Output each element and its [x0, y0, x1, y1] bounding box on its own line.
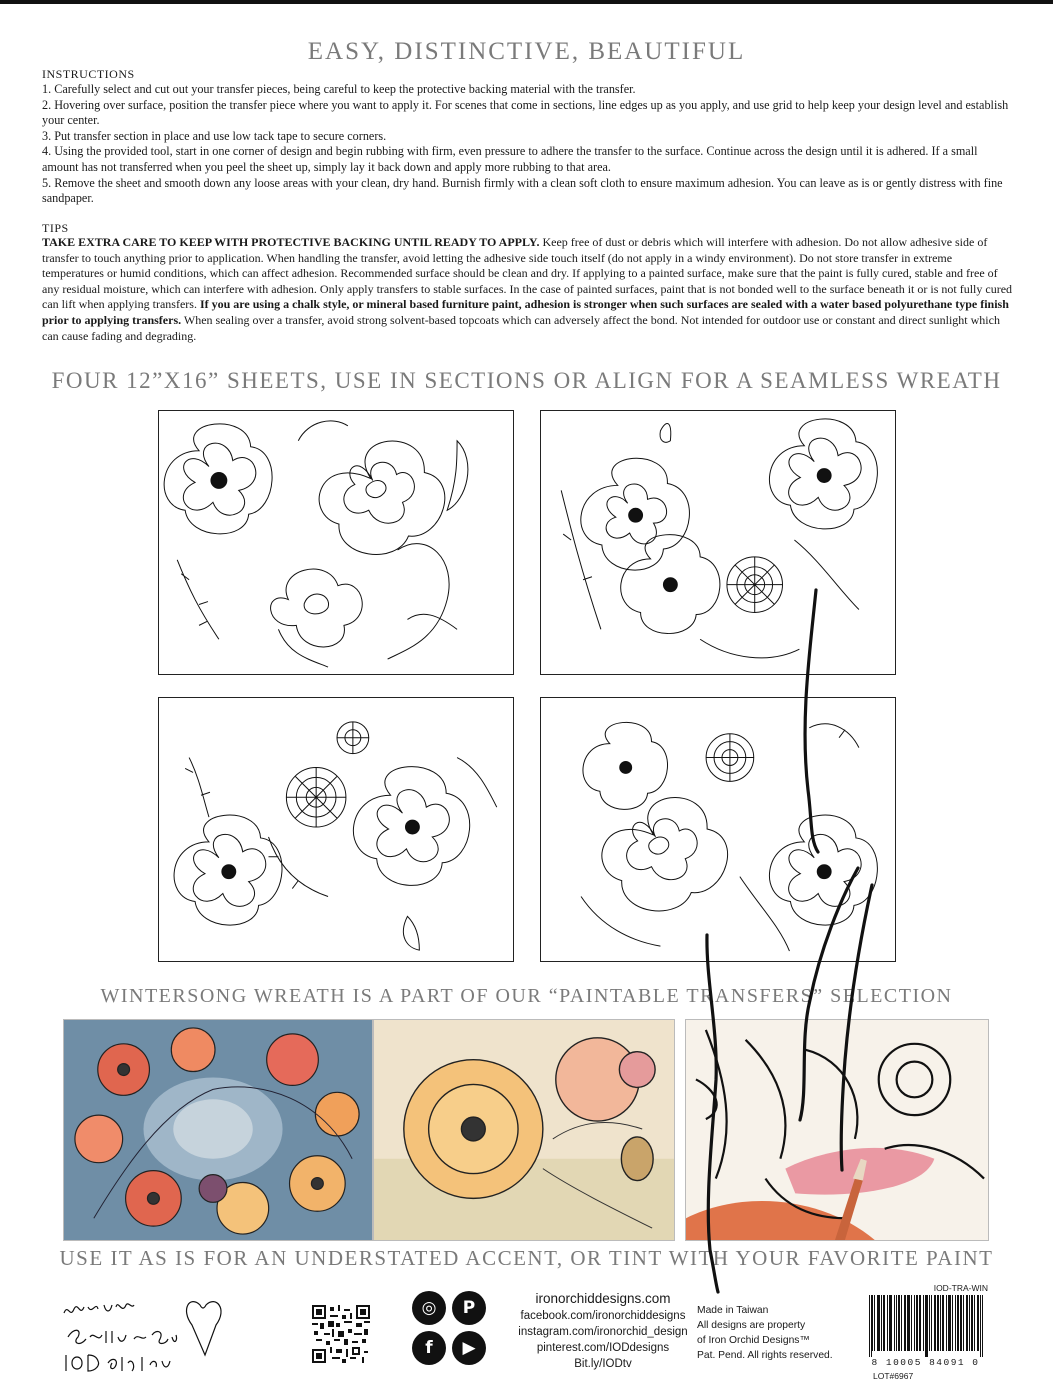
barcode-bar: [889, 1295, 890, 1351]
barcode-bar: [894, 1295, 895, 1351]
instruction-step: 5. Remove the sheet and smooth down any loose areas with your clean, dry hand. Burnish firmly with a clean soft cloth to ensure maximum adhesion. You can leave as is or gently distress with fine sandpaper.: [42, 175, 1003, 206]
barcode-bar: [948, 1295, 949, 1351]
barcode-bar: [946, 1295, 947, 1351]
tips-bold-lead: TAKE EXTRA CARE TO KEEP WITH PROTECTIVE BACKING UNTIL READY TO APPLY.: [42, 235, 540, 249]
transfer-sheet-preview-1: [158, 410, 514, 675]
barcode-bar: [909, 1295, 910, 1351]
painting-with-brush-photo: [685, 1019, 989, 1241]
barcode-bar: [901, 1295, 902, 1351]
barcode-bar: [898, 1295, 899, 1351]
facebook-link[interactable]: facebook.com/ironorchiddesigns: [520, 1310, 686, 1322]
barcode-bar: [890, 1295, 891, 1351]
property-text: All designs are property: [697, 1320, 806, 1331]
instruction-step: 3. Put transfer section in place and use low tack tape to secure corners.: [42, 128, 387, 143]
barcode-bar: [919, 1295, 920, 1351]
barcode-bar: [938, 1295, 939, 1351]
barcode-bar: [958, 1295, 959, 1351]
barcode-bar: [960, 1295, 961, 1351]
barcode-bar: [908, 1295, 909, 1351]
barcode-block: [863, 1283, 988, 1383]
barcode: [869, 1295, 984, 1357]
social-icons: [412, 1291, 492, 1371]
pinterest-icon[interactable]: P: [452, 1291, 486, 1325]
painted-peony-closeup-photo: [373, 1019, 675, 1241]
instructions-list: [42, 82, 1017, 207]
barcode-bar: [878, 1295, 879, 1351]
barcode-bar: [925, 1295, 926, 1357]
barcode-bar: [940, 1295, 941, 1351]
qr-code[interactable]: [312, 1305, 370, 1363]
barcode-bar: [982, 1295, 983, 1357]
barcode-bar: [935, 1295, 936, 1351]
barcode-bar: [905, 1295, 906, 1351]
website-link[interactable]: ironorchiddesigns.com: [535, 1291, 671, 1306]
instructions-label: INSTRUCTIONS: [42, 67, 135, 81]
legal-notice: [697, 1303, 867, 1363]
handwritten-signature: [60, 1295, 230, 1375]
barcode-bar: [917, 1295, 918, 1351]
barcode-bar: [931, 1295, 932, 1351]
barcode-bar: [871, 1295, 872, 1357]
barcode-bar: [911, 1295, 912, 1351]
barcode-bar: [942, 1295, 943, 1351]
barcode-bar: [884, 1295, 885, 1351]
top-border-line: [0, 0, 1053, 4]
barcode-bar: [881, 1295, 882, 1351]
main-heading: EASY, DISTINCTIVE, BEAUTIFUL: [307, 38, 746, 65]
barcode-bar: [967, 1295, 968, 1351]
barcode-bar: [923, 1295, 924, 1351]
instagram-link[interactable]: instagram.com/ironorchid_design: [518, 1326, 688, 1338]
transfer-sheet-preview-3: [158, 697, 514, 962]
barcode-bar: [934, 1295, 935, 1351]
barcode-bar: [966, 1295, 967, 1351]
accent-heading: USE IT AS IS FOR AN UNDERSTATED ACCENT, OR TINT WITH YOUR FAVORITE PAINT: [59, 1246, 994, 1270]
barcode-bar: [969, 1295, 970, 1351]
barcode-bar: [926, 1295, 927, 1357]
tips-text-2: When sealing over a transfer, avoid strong solvent-based topcoats which can adversely affect the bond. Not intended for outdoor use or constant and direct sunlight which can cause fading and degrading.: [42, 312, 1000, 343]
instruction-step: 1. Carefully select and cut out your transfer pieces, being careful to keep the protective backing material with the transfer.: [42, 82, 636, 96]
contact-links: [503, 1289, 703, 1372]
barcode-bar: [974, 1295, 975, 1351]
facebook-icon[interactable]: f: [412, 1331, 446, 1365]
rights-text: Pat. Pend. All rights reserved.: [697, 1350, 833, 1361]
barcode-bar: [971, 1295, 972, 1351]
made-in-text: Made in Taiwan: [697, 1305, 769, 1316]
lot-number: LOT#6967: [873, 1371, 914, 1381]
sheets-heading: FOUR 12”X16” SHEETS, USE IN SECTIONS OR ALIGN FOR A SEAMLESS WREATH: [51, 368, 1002, 393]
instagram-icon[interactable]: ◎: [412, 1291, 446, 1325]
barcode-bar: [949, 1295, 950, 1351]
sku-label: IOD-TRA-WIN: [933, 1283, 988, 1293]
youtube-link[interactable]: Bit.ly/IODtv: [574, 1358, 632, 1370]
barcode-bar: [963, 1295, 964, 1351]
barcode-bar: [955, 1295, 956, 1351]
barcode-bar: [977, 1295, 978, 1351]
transfer-sheet-preview-4: [540, 697, 896, 962]
instruction-step: 2. Hovering over surface, position the transfer piece where you want to apply it. For scenes that come in sections, line edges up as you apply, and use grid to help keep your design level and establish your center.: [42, 97, 1009, 128]
barcode-bar: [929, 1295, 930, 1351]
barcode-bar: [883, 1295, 884, 1351]
barcode-bar: [920, 1295, 921, 1351]
barcode-bar: [950, 1295, 951, 1351]
barcode-bar: [869, 1295, 870, 1357]
barcode-bar: [914, 1295, 915, 1351]
tips-label: TIPS: [42, 221, 69, 235]
barcode-bar: [927, 1295, 928, 1357]
barcode-bar: [879, 1295, 880, 1351]
barcode-bar: [978, 1295, 979, 1351]
barcode-bar: [916, 1295, 917, 1351]
barcode-bar: [961, 1295, 962, 1351]
barcode-bar: [907, 1295, 908, 1351]
barcode-bar: [874, 1295, 875, 1351]
wreath-heading: WINTERSONG WREATH IS A PART OF OUR “PAINTABLE TRANSFERS” SELECTION: [100, 985, 953, 1007]
barcode-bar: [872, 1295, 873, 1351]
barcode-bar: [891, 1295, 892, 1351]
barcode-bar: [896, 1295, 897, 1351]
barcode-bar: [887, 1295, 888, 1351]
youtube-icon[interactable]: ▶: [452, 1331, 486, 1365]
tips-bold-mid: If you are using a chalk style, or mineral based furniture paint, adhesion is stronger when such surfaces are sealed with a water based polyurethane type finish prior to applying transfers.: [42, 297, 1009, 327]
pinterest-link[interactable]: pinterest.com/IODdesigns: [536, 1342, 670, 1354]
painted-wreath-photo: [63, 1019, 373, 1241]
barcode-bar: [952, 1295, 953, 1351]
tips-paragraph: [42, 235, 1017, 344]
barcode-number: 8 10005 84091 0: [871, 1357, 980, 1368]
instruction-step: 4. Using the provided tool, start in one corner of design and begin rubbing with firm, even pressure to adhere the transfer to the surface. Continue across the design until it is adhered. If a small amount has not transferred when you peel the sheet up, simply lay it back down and apply more rubbing to that area.: [42, 144, 978, 174]
transfer-sheet-preview-2: [540, 410, 896, 675]
barcode-bar: [957, 1295, 958, 1351]
tips-text-1: Keep free of dust or debris which will interfere with adhesion. Do not allow adhesive side of transfer to touch anything prior to application. When handling the transfer, avoid letting the adhesive side touch itself (do not apply in a windy environment). Do not store transfer in extreme temperatures or humid conditions, which can affect adhesion. Recommended surface should be clean and dry. If applying to a painted surface, make sure that the paint is fully cured, stable and free of any residual moisture, which can interfere with adhesion. Only apply transfers to stable surfaces. In the case of painted surfaces, paint that is not bonded well to the surface beneath it or is not fully cured can lift when applying transfers.: [42, 235, 1013, 312]
barcode-bar: [877, 1295, 878, 1351]
barcode-bar: [980, 1295, 981, 1357]
barcode-bar: [904, 1295, 905, 1351]
barcode-bar: [943, 1295, 944, 1351]
barcode-bar: [972, 1295, 973, 1351]
barcode-bar: [937, 1295, 938, 1351]
owner-text: of Iron Orchid Designs™: [697, 1335, 810, 1346]
barcode-bar: [899, 1295, 900, 1351]
